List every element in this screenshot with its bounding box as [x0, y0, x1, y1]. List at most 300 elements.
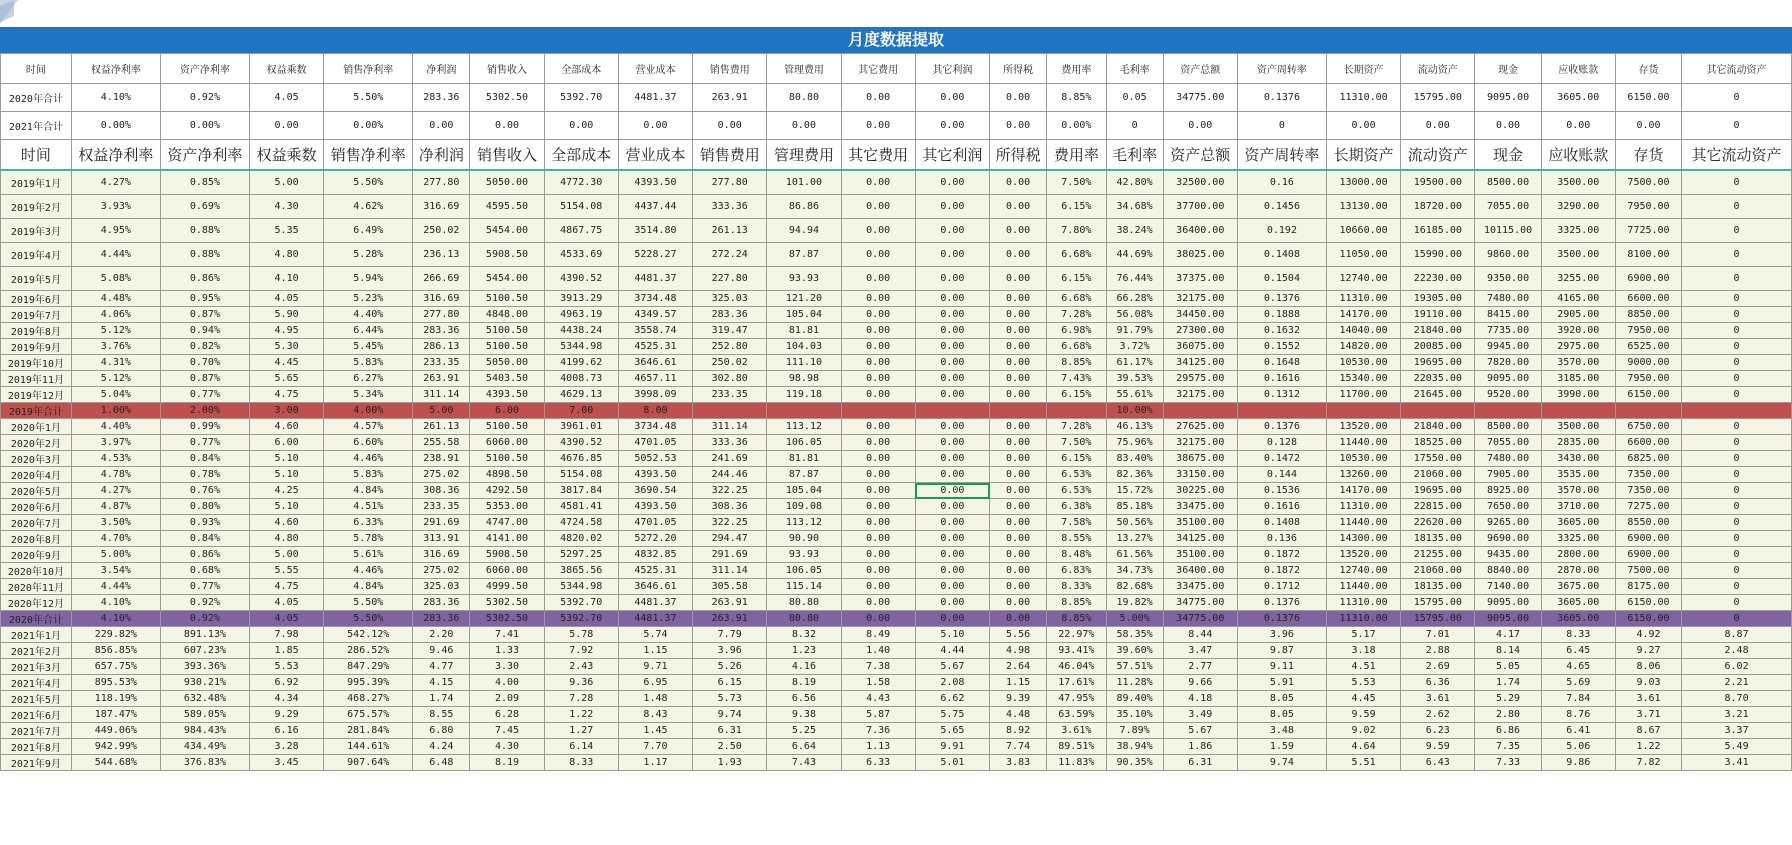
cell[interactable]: 5.25 [767, 723, 841, 739]
cell[interactable]: 4.15 [413, 675, 470, 691]
cell[interactable]: 5100.50 [470, 291, 544, 307]
cell[interactable]: 费用率 [1047, 54, 1106, 84]
cell[interactable]: 6.28 [470, 707, 544, 723]
cell[interactable]: 8.49 [841, 627, 915, 643]
cell[interactable]: 6.15% [1047, 387, 1106, 403]
cell[interactable]: 252.80 [693, 339, 767, 355]
cell[interactable]: 0.00 [841, 435, 915, 451]
cell[interactable]: 3.00 [249, 403, 323, 419]
cell[interactable]: 5.26 [693, 659, 767, 675]
cell[interactable]: 11700.00 [1326, 387, 1400, 403]
cell[interactable]: 11310.00 [1326, 595, 1400, 611]
cell[interactable]: 5908.50 [470, 243, 544, 267]
cell[interactable]: 7500.00 [1615, 170, 1681, 195]
cell[interactable]: 4438.24 [544, 323, 618, 339]
cell[interactable]: 1.13 [841, 739, 915, 755]
cell[interactable]: 6.15 [693, 675, 767, 691]
cell[interactable]: 675.57% [324, 707, 413, 723]
cell[interactable]: 8.87 [1682, 627, 1792, 643]
cell[interactable]: 销售净利率 [324, 54, 413, 84]
cell[interactable]: 29575.00 [1163, 371, 1237, 387]
cell[interactable]: 6.68% [1047, 291, 1106, 307]
cell[interactable]: 56.08% [1106, 307, 1163, 323]
cell[interactable]: 4657.11 [618, 371, 692, 387]
cell[interactable]: 0.00 [990, 467, 1047, 483]
cell[interactable] [915, 403, 989, 419]
cell[interactable]: 4747.00 [470, 515, 544, 531]
cell[interactable]: 19305.00 [1401, 291, 1475, 307]
cell[interactable]: 0 [1682, 467, 1792, 483]
cell[interactable]: 5.69 [1541, 675, 1615, 691]
cell[interactable]: 38675.00 [1163, 451, 1237, 467]
cell[interactable] [1163, 403, 1237, 419]
cell[interactable]: 42.80% [1106, 170, 1163, 195]
cell[interactable]: 319.47 [693, 323, 767, 339]
cell[interactable]: 4481.37 [618, 267, 692, 291]
cell[interactable]: 0.86% [160, 267, 249, 291]
cell[interactable]: 33150.00 [1163, 467, 1237, 483]
cell[interactable]: 39.60% [1106, 643, 1163, 659]
cell[interactable]: 38.24% [1106, 219, 1163, 243]
cell[interactable]: 0.00 [990, 291, 1047, 307]
cell[interactable]: 995.39% [324, 675, 413, 691]
cell[interactable]: 0.1888 [1237, 307, 1326, 323]
cell[interactable]: 营业成本 [618, 140, 692, 171]
cell[interactable]: 0.00 [544, 112, 618, 140]
cell[interactable]: 106.05 [767, 563, 841, 579]
cell[interactable]: 4.62% [324, 195, 413, 219]
cell[interactable]: 7350.00 [1615, 467, 1681, 483]
cell[interactable]: 0.00 [915, 243, 989, 267]
cell[interactable]: 942.99% [71, 739, 160, 755]
cell[interactable]: 0.00 [618, 112, 692, 140]
cell[interactable]: 13130.00 [1326, 195, 1400, 219]
cell[interactable]: 5344.98 [544, 339, 618, 355]
cell[interactable]: 0.00 [915, 499, 989, 515]
cell[interactable]: 7350.00 [1615, 483, 1681, 499]
cell[interactable]: 3.49 [1163, 707, 1237, 723]
cell[interactable]: 34775.00 [1163, 84, 1237, 112]
cell[interactable] [767, 403, 841, 419]
cell[interactable]: 27625.00 [1163, 419, 1237, 435]
cell[interactable]: 净利润 [413, 54, 470, 84]
cell[interactable]: 33475.00 [1163, 499, 1237, 515]
cell[interactable]: 0 [1682, 307, 1792, 323]
cell[interactable]: 87.87 [767, 467, 841, 483]
cell[interactable]: 0.1376 [1237, 84, 1326, 112]
cell[interactable]: 2021年7月 [1, 723, 72, 739]
cell[interactable]: 34775.00 [1163, 595, 1237, 611]
cell[interactable]: 0.1408 [1237, 515, 1326, 531]
cell[interactable]: 311.14 [413, 387, 470, 403]
cell[interactable]: 1.22 [1615, 739, 1681, 755]
cell[interactable]: 263.91 [413, 371, 470, 387]
cell[interactable]: 3690.54 [618, 483, 692, 499]
cell[interactable]: 8.85% [1047, 355, 1106, 371]
cell[interactable]: 8.06 [1615, 659, 1681, 675]
cell[interactable]: 35100.00 [1163, 547, 1237, 563]
cell[interactable]: 9.59 [1326, 707, 1400, 723]
cell[interactable]: 3734.48 [618, 419, 692, 435]
cell[interactable]: 9.39 [990, 691, 1047, 707]
cell[interactable]: 2905.00 [1541, 307, 1615, 323]
cell[interactable]: 2.50 [693, 739, 767, 755]
cell[interactable]: 81.81 [767, 451, 841, 467]
cell[interactable]: 0.00 [915, 579, 989, 595]
cell[interactable]: 8.85% [1047, 595, 1106, 611]
cell[interactable]: 3558.74 [618, 323, 692, 339]
cell[interactable]: 销售收入 [470, 54, 544, 84]
cell[interactable]: 5454.00 [470, 267, 544, 291]
cell[interactable]: 0.00 [990, 307, 1047, 323]
cell[interactable]: 4701.05 [618, 435, 692, 451]
cell[interactable]: 930.21% [160, 675, 249, 691]
cell[interactable]: 其它费用 [841, 140, 915, 171]
cell[interactable]: 0.00 [1615, 112, 1681, 140]
cell[interactable]: 263.91 [693, 595, 767, 611]
cell[interactable]: 105.04 [767, 307, 841, 323]
cell[interactable]: 现金 [1475, 140, 1541, 171]
cell[interactable]: 3290.00 [1541, 195, 1615, 219]
cell[interactable]: 18135.00 [1401, 531, 1475, 547]
cell[interactable]: 4.05 [249, 595, 323, 611]
cell[interactable]: 34.68% [1106, 195, 1163, 219]
cell[interactable]: 0.1712 [1237, 579, 1326, 595]
cell[interactable]: 5.00% [71, 547, 160, 563]
cell[interactable]: 9.29 [249, 707, 323, 723]
cell[interactable]: 9350.00 [1475, 267, 1541, 291]
cell[interactable]: 119.18 [767, 387, 841, 403]
cell[interactable]: 4701.05 [618, 515, 692, 531]
cell[interactable]: 其它流动资产 [1682, 140, 1792, 171]
cell[interactable]: 4.80 [249, 243, 323, 267]
cell[interactable]: 294.47 [693, 531, 767, 547]
cell[interactable]: 0.82% [160, 339, 249, 355]
cell[interactable]: 21840.00 [1401, 419, 1475, 435]
cell[interactable]: 净利润 [413, 140, 470, 171]
cell[interactable]: 2020年1月 [1, 419, 72, 435]
cell[interactable]: 0.00 [841, 170, 915, 195]
cell[interactable]: 6.56 [767, 691, 841, 707]
cell[interactable]: 2020年合计 [1, 611, 72, 627]
cell[interactable]: 5.04% [71, 387, 160, 403]
cell[interactable]: 9.02 [1326, 723, 1400, 739]
cell[interactable]: 4533.69 [544, 243, 618, 267]
cell[interactable]: 6.15% [1047, 267, 1106, 291]
cell[interactable]: 101.00 [767, 170, 841, 195]
cell[interactable]: 2.69 [1401, 659, 1475, 675]
cell[interactable]: 0.00 [990, 195, 1047, 219]
cell[interactable]: 0.00 [915, 219, 989, 243]
cell[interactable]: 91.79% [1106, 323, 1163, 339]
cell[interactable]: 9.66 [1163, 675, 1237, 691]
cell[interactable]: 8.19 [470, 755, 544, 771]
cell[interactable] [841, 403, 915, 419]
cell[interactable]: 6.60% [324, 435, 413, 451]
cell[interactable]: 229.82% [71, 627, 160, 643]
cell[interactable]: 6825.00 [1615, 451, 1681, 467]
cell[interactable]: 6.00 [470, 403, 544, 419]
cell[interactable]: 0.00 [841, 371, 915, 387]
cell[interactable]: 4.98 [990, 643, 1047, 659]
cell[interactable]: 0.00 [915, 515, 989, 531]
cell[interactable]: 0.00 [990, 84, 1047, 112]
cell[interactable]: 6.92 [249, 675, 323, 691]
cell[interactable]: 0.88% [160, 243, 249, 267]
cell[interactable]: 0.1872 [1237, 547, 1326, 563]
cell[interactable]: 现金 [1475, 54, 1541, 84]
cell[interactable]: 0.00 [990, 579, 1047, 595]
cell[interactable]: 2021年1月 [1, 627, 72, 643]
cell[interactable]: 8850.00 [1615, 307, 1681, 323]
cell[interactable]: 8.85% [1047, 84, 1106, 112]
cell[interactable]: 管理费用 [767, 54, 841, 84]
cell[interactable]: 0.00 [841, 595, 915, 611]
cell[interactable]: 632.48% [160, 691, 249, 707]
cell[interactable]: 19695.00 [1401, 355, 1475, 371]
cell[interactable]: 4349.57 [618, 307, 692, 323]
cell[interactable]: 所得税 [990, 54, 1047, 84]
cell[interactable]: 存货 [1615, 54, 1681, 84]
cell[interactable]: 销售费用 [693, 54, 767, 84]
cell[interactable]: 0.00 [841, 307, 915, 323]
cell[interactable]: 4724.58 [544, 515, 618, 531]
cell[interactable]: 资产净利率 [160, 140, 249, 171]
cell[interactable]: 3185.00 [1541, 371, 1615, 387]
cell[interactable]: 5.53 [1326, 675, 1400, 691]
cell[interactable]: 233.35 [693, 387, 767, 403]
cell[interactable]: 7735.00 [1475, 323, 1541, 339]
cell[interactable]: 542.12% [324, 627, 413, 643]
cell[interactable]: 0.00 [990, 219, 1047, 243]
cell[interactable]: 8.70 [1682, 691, 1792, 707]
cell[interactable] [1615, 403, 1681, 419]
cell[interactable] [1401, 403, 1475, 419]
cell[interactable]: 2019年5月 [1, 267, 72, 291]
cell[interactable]: 2.64 [990, 659, 1047, 675]
cell[interactable]: 4292.50 [470, 483, 544, 499]
cell[interactable]: 0.00% [71, 112, 160, 140]
cell[interactable]: 4.34 [249, 691, 323, 707]
cell[interactable]: 0.92% [160, 595, 249, 611]
cell[interactable]: 2020年11月 [1, 579, 72, 595]
cell[interactable]: 1.23 [767, 643, 841, 659]
cell[interactable]: 其它利润 [915, 54, 989, 84]
cell[interactable]: 434.49% [160, 739, 249, 755]
cell[interactable]: 316.69 [413, 195, 470, 219]
cell[interactable]: 长期资产 [1326, 140, 1400, 171]
cell[interactable]: 0 [1682, 419, 1792, 435]
cell[interactable]: 5.10 [915, 627, 989, 643]
cell[interactable]: 984.43% [160, 723, 249, 739]
cell[interactable]: 12740.00 [1326, 563, 1400, 579]
cell[interactable]: 4.16 [767, 659, 841, 675]
cell[interactable]: 7905.00 [1475, 467, 1541, 483]
cell[interactable]: 0.00 [990, 267, 1047, 291]
cell[interactable]: 7.92 [544, 643, 618, 659]
cell[interactable]: 2020年12月 [1, 595, 72, 611]
cell[interactable]: 6.53% [1047, 467, 1106, 483]
cell[interactable]: 0 [1682, 267, 1792, 291]
cell[interactable]: 11310.00 [1326, 84, 1400, 112]
cell[interactable]: 2.20 [413, 627, 470, 643]
cell[interactable]: 8.19 [767, 675, 841, 691]
cell[interactable]: 47.95% [1047, 691, 1106, 707]
cell[interactable]: 50.56% [1106, 515, 1163, 531]
cell[interactable]: 5302.50 [470, 595, 544, 611]
cell[interactable]: 4.00 [470, 675, 544, 691]
cell[interactable]: 3.45 [249, 755, 323, 771]
cell[interactable]: 4525.31 [618, 339, 692, 355]
cell[interactable]: 5.67 [1163, 723, 1237, 739]
cell[interactable]: 109.08 [767, 499, 841, 515]
cell[interactable]: 6900.00 [1615, 267, 1681, 291]
cell[interactable]: 2.80 [1475, 707, 1541, 723]
cell[interactable]: 5100.50 [470, 451, 544, 467]
cell[interactable]: 0.00 [841, 339, 915, 355]
cell[interactable]: 0.95% [160, 291, 249, 307]
cell[interactable]: 5.30 [249, 339, 323, 355]
cell[interactable]: 4.51% [324, 499, 413, 515]
cell[interactable]: 0.00 [915, 419, 989, 435]
cell[interactable]: 资产周转率 [1237, 54, 1326, 84]
cell[interactable]: 8.55 [413, 707, 470, 723]
cell[interactable]: 75.96% [1106, 435, 1163, 451]
cell[interactable]: 2800.00 [1541, 547, 1615, 563]
cell[interactable]: 7950.00 [1615, 195, 1681, 219]
cell[interactable]: 6150.00 [1615, 387, 1681, 403]
cell[interactable]: 5.50% [324, 170, 413, 195]
cell[interactable]: 657.75% [71, 659, 160, 675]
cell[interactable]: 3500.00 [1541, 243, 1615, 267]
cell[interactable]: 0.00 [990, 531, 1047, 547]
cell[interactable]: 16185.00 [1401, 219, 1475, 243]
cell[interactable]: 3500.00 [1541, 419, 1615, 435]
cell[interactable]: 0.136 [1237, 531, 1326, 547]
cell[interactable]: 18720.00 [1401, 195, 1475, 219]
cell[interactable]: 7950.00 [1615, 371, 1681, 387]
cell[interactable]: 3.96 [1237, 627, 1326, 643]
cell[interactable]: 0.1648 [1237, 355, 1326, 371]
cell[interactable]: 2019年4月 [1, 243, 72, 267]
cell[interactable]: 7480.00 [1475, 451, 1541, 467]
cell[interactable]: 所得税 [990, 140, 1047, 171]
cell[interactable]: 权益净利率 [71, 140, 160, 171]
cell[interactable]: 5154.08 [544, 467, 618, 483]
cell[interactable]: 322.25 [693, 515, 767, 531]
cell[interactable]: 11440.00 [1326, 579, 1400, 595]
cell[interactable]: 3.93% [71, 195, 160, 219]
data-table[interactable] [0, 53, 1792, 771]
cell[interactable]: 856.85% [71, 643, 160, 659]
cell[interactable]: 2.88 [1401, 643, 1475, 659]
cell[interactable]: 5344.98 [544, 579, 618, 595]
cell[interactable]: 11440.00 [1326, 435, 1400, 451]
cell[interactable]: 275.02 [413, 467, 470, 483]
cell[interactable]: 5.56 [990, 627, 1047, 643]
cell[interactable]: 4.78% [71, 467, 160, 483]
cell[interactable]: 流动资产 [1401, 140, 1475, 171]
cell[interactable]: 2020年9月 [1, 547, 72, 563]
cell[interactable]: 4.46% [324, 451, 413, 467]
cell[interactable]: 4.44% [71, 579, 160, 595]
cell[interactable]: 2021年8月 [1, 739, 72, 755]
cell[interactable]: 0.1536 [1237, 483, 1326, 499]
cell[interactable]: 6.44% [324, 323, 413, 339]
cell[interactable]: 权益乘数 [249, 54, 323, 84]
cell[interactable]: 4393.50 [470, 387, 544, 403]
cell[interactable]: 9860.00 [1475, 243, 1541, 267]
cell[interactable]: 4898.50 [470, 467, 544, 483]
cell[interactable]: 4.10 [249, 267, 323, 291]
cell[interactable]: 22815.00 [1401, 499, 1475, 515]
cell[interactable]: 544.68% [71, 755, 160, 771]
cell[interactable]: 8.00 [618, 403, 692, 419]
cell[interactable] [1047, 403, 1106, 419]
cell[interactable]: 0.00 [841, 355, 915, 371]
cell[interactable]: 0.00 [841, 515, 915, 531]
cell[interactable]: 236.13 [413, 243, 470, 267]
cell[interactable]: 3.54% [71, 563, 160, 579]
cell[interactable]: 4.27% [71, 483, 160, 499]
cell[interactable]: 21255.00 [1401, 547, 1475, 563]
cell[interactable] [1326, 403, 1400, 419]
cell[interactable]: 资产总额 [1163, 140, 1237, 171]
cell[interactable]: 4.48% [71, 291, 160, 307]
cell[interactable]: 3.61% [1047, 723, 1106, 739]
cell[interactable]: 7.50% [1047, 435, 1106, 451]
cell[interactable]: 308.36 [413, 483, 470, 499]
cell[interactable]: 277.80 [413, 170, 470, 195]
cell[interactable]: 322.25 [693, 483, 767, 499]
cell[interactable]: 46.13% [1106, 419, 1163, 435]
cell[interactable]: 时间 [1, 54, 72, 84]
cell[interactable]: 0 [1682, 531, 1792, 547]
cell[interactable]: 0.70% [160, 355, 249, 371]
cell[interactable]: 13.27% [1106, 531, 1163, 547]
cell[interactable]: 5.90 [249, 307, 323, 323]
cell[interactable]: 9.27 [1615, 643, 1681, 659]
cell[interactable] [990, 403, 1047, 419]
cell[interactable]: 0.00 [915, 467, 989, 483]
cell[interactable]: 32175.00 [1163, 291, 1237, 307]
cell[interactable]: 2019年6月 [1, 291, 72, 307]
cell[interactable]: 资产净利率 [160, 54, 249, 84]
cell[interactable]: 286.13 [413, 339, 470, 355]
cell[interactable]: 0.00 [767, 112, 841, 140]
cell[interactable]: 毛利率 [1106, 54, 1163, 84]
cell[interactable]: 36400.00 [1163, 563, 1237, 579]
cell[interactable]: 0.00 [990, 323, 1047, 339]
cell[interactable]: 4.06% [71, 307, 160, 323]
cell[interactable]: 14170.00 [1326, 307, 1400, 323]
cell[interactable]: 4.40% [71, 419, 160, 435]
cell[interactable]: 6.95 [618, 675, 692, 691]
cell[interactable]: 5272.20 [618, 531, 692, 547]
cell[interactable]: 7.98 [249, 627, 323, 643]
cell[interactable]: 9095.00 [1475, 371, 1541, 387]
cell[interactable]: 0.00 [990, 387, 1047, 403]
cell[interactable]: 1.00% [71, 403, 160, 419]
cell[interactable]: 9095.00 [1475, 611, 1541, 627]
cell[interactable]: 0.68% [160, 563, 249, 579]
cell[interactable]: 316.69 [413, 547, 470, 563]
cell[interactable]: 6.64 [767, 739, 841, 755]
cell[interactable]: 8.33% [1047, 579, 1106, 595]
cell[interactable]: 250.02 [693, 355, 767, 371]
cell[interactable]: 468.27% [324, 691, 413, 707]
cell[interactable] [1541, 403, 1615, 419]
